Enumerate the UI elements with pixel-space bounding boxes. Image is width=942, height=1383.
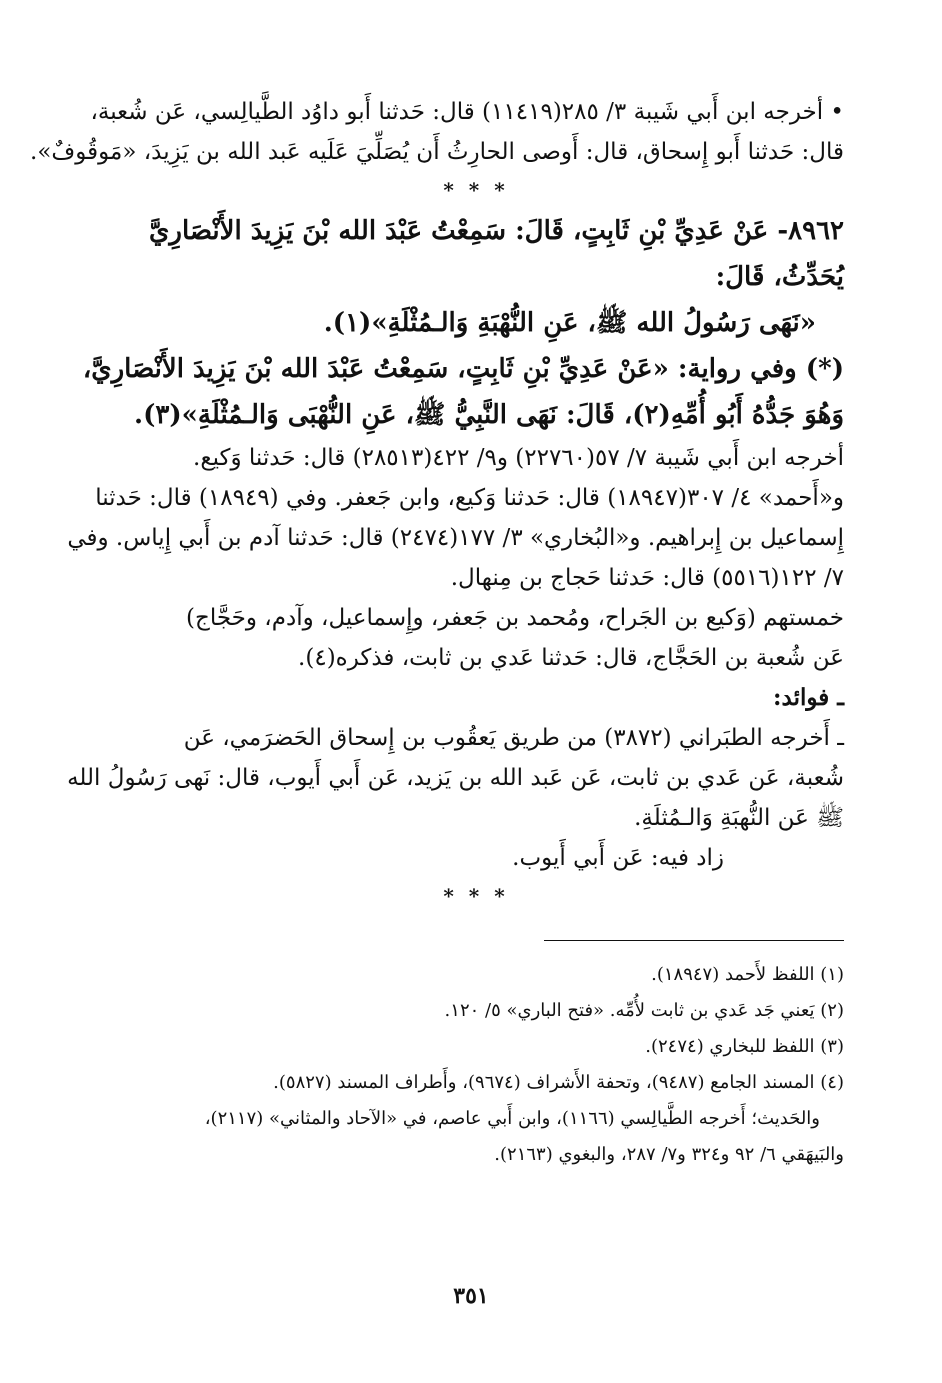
footnote: (١) اللفظ لأَحمد (١٨٩٤٧). bbox=[651, 964, 844, 985]
hadith-text bbox=[82, 208, 844, 438]
footnote-divider bbox=[544, 940, 844, 941]
text-line: عَن شُعبة بن الحَجَّاج، قال: حَدثنا عَدي بن ثابت، فذكره(٤). bbox=[298, 645, 844, 671]
footnote: (٤) المسند الجامع (٩٤٨٧)، وتحفة الأَشراف (٩٦٧٤)، وأَطراف المسند (٥٨٢٧). bbox=[273, 1072, 844, 1093]
takhrij-paragraph-1 bbox=[30, 92, 844, 172]
footnotes bbox=[108, 957, 844, 1173]
footnote-continuation: والبَيهَقي ٦/ ٩٢ و٣٢٤ و٧/ ٢٨٧، والبغوي (٢١٦٣). bbox=[494, 1144, 844, 1165]
text-line: شُعبة، عَن عَدي بن ثابت، عَن عَبد الله بن يَزيد، عَن أَبي أَيوب، قال: نَهى رَسُولُ الله bbox=[67, 765, 844, 791]
footnote-continuation: والحَديث؛ أَخرجه الطَّيالِسي (١١٦٦)، وابن أَبي عاصم، في «الآحاد والمثاني» (٢١١٧)، bbox=[204, 1108, 820, 1129]
text-line: قال: حَدثنا أَبو إِسحاق، قال: أَوصى الحارِثُ أَن يُصَلِّيَ عَلَيه عَبد الله بن يَزِيدَ، «مَوقُوفٌ». bbox=[30, 139, 844, 165]
text-line: ـ أَخرجه الطبَراني (٣٨٧٢) من طريق يَعقُوب بن إِسحاق الحَضرَمي، عَن bbox=[183, 725, 844, 751]
fawaid-heading: ـ فوائد: bbox=[773, 684, 844, 711]
fawaid-paragraph bbox=[67, 718, 844, 838]
hadith-line: «نَهَى رَسُولُ الله ﷺ، عَنِ النُّهْبَةِ وَالـمُثْلَةِ»(١). bbox=[323, 308, 816, 338]
text-line: و«أَحمد» ٤/ ٣٠٧(١٨٩٤٧) قال: حَدثنا وَكيع، وابن جَعفر. وفي (١٨٩٤٩) قال: حَدثنا bbox=[95, 485, 844, 511]
section-separator: * * * bbox=[443, 178, 509, 202]
hadith-line: ٨٩٦٢- عَنْ عَدِيِّ بْنِ ثَابِتٍ، قَالَ: سَمِعْتُ عَبْدَ الله بْنَ يَزِيدَ الأَنْصَارِيَّ bbox=[149, 216, 844, 246]
khamsatuhum-paragraph bbox=[108, 598, 844, 678]
section-separator: * * * bbox=[443, 884, 509, 908]
page-number: ٣٥١ bbox=[453, 1283, 489, 1309]
text-line: ﷺ عَن النُّهبَةِ وَالـمُثلَةِ. bbox=[634, 805, 844, 831]
text-line: • أخرجه ابن أَبي شَيبة ٣/ ٢٨٥(١١٤١٩) قال: حَدثنا أَبو داوُد الطَّيالِسي، عَن شُعبة، bbox=[90, 99, 844, 125]
hadith-line: (*) وفي رواية: «عَنْ عَدِيِّ بْنِ ثَابِتٍ، سَمِعْتُ عَبْدَ الله بْنَ يَزِيدَ الأَنْصَارِيَّ، bbox=[82, 354, 844, 384]
text-line: إِسماعيل بن إِبراهيم. و«البُخاري» ٣/ ١٧٧(٢٤٧٤) قال: حَدثنا آدم بن أَبي إِياس. وفي bbox=[67, 525, 844, 551]
text-line: خمستهم (وَكيع بن الجَراح، ومُحمد بن جَعفر، وإِسماعيل، وآدم، وحَجَّاج) bbox=[186, 605, 844, 631]
hadith-line: وَهُوَ جَدُّهُ أَبُو أُمِّهِ(٢)، قَالَ: نَهَى النَّبِيُّ ﷺ، عَنِ النُّهْبَى وَالـمُثْلَةِ»(٣). bbox=[134, 400, 844, 430]
takhrij-paragraph-2 bbox=[67, 438, 844, 598]
text-line: ٧/ ١٢٢(٥٥١٦) قال: حَدثنا حَجاج بن مِنهال. bbox=[450, 565, 844, 591]
footnote: (٢) يَعني جَد عَدي بن ثابت لأُمِّه. «فتح الباري» ٥/ ١٢٠. bbox=[444, 1000, 844, 1021]
zad-line: زاد فيه: عَن أَبي أَيوب. bbox=[512, 845, 724, 871]
text-line: أخرجه ابن أَبي شَيبة ٧/ ٥٧(٢٢٧٦٠) و٩/ ٤٢٢(٢٨٥١٣) قال: حَدثنا وَكيع. bbox=[193, 445, 844, 471]
page-body bbox=[30, 92, 844, 1173]
footnote: (٣) اللفظ للبخاري (٢٤٧٤). bbox=[645, 1036, 844, 1057]
hadith-line: يُحَدِّثُ، قَالَ: bbox=[715, 262, 844, 292]
